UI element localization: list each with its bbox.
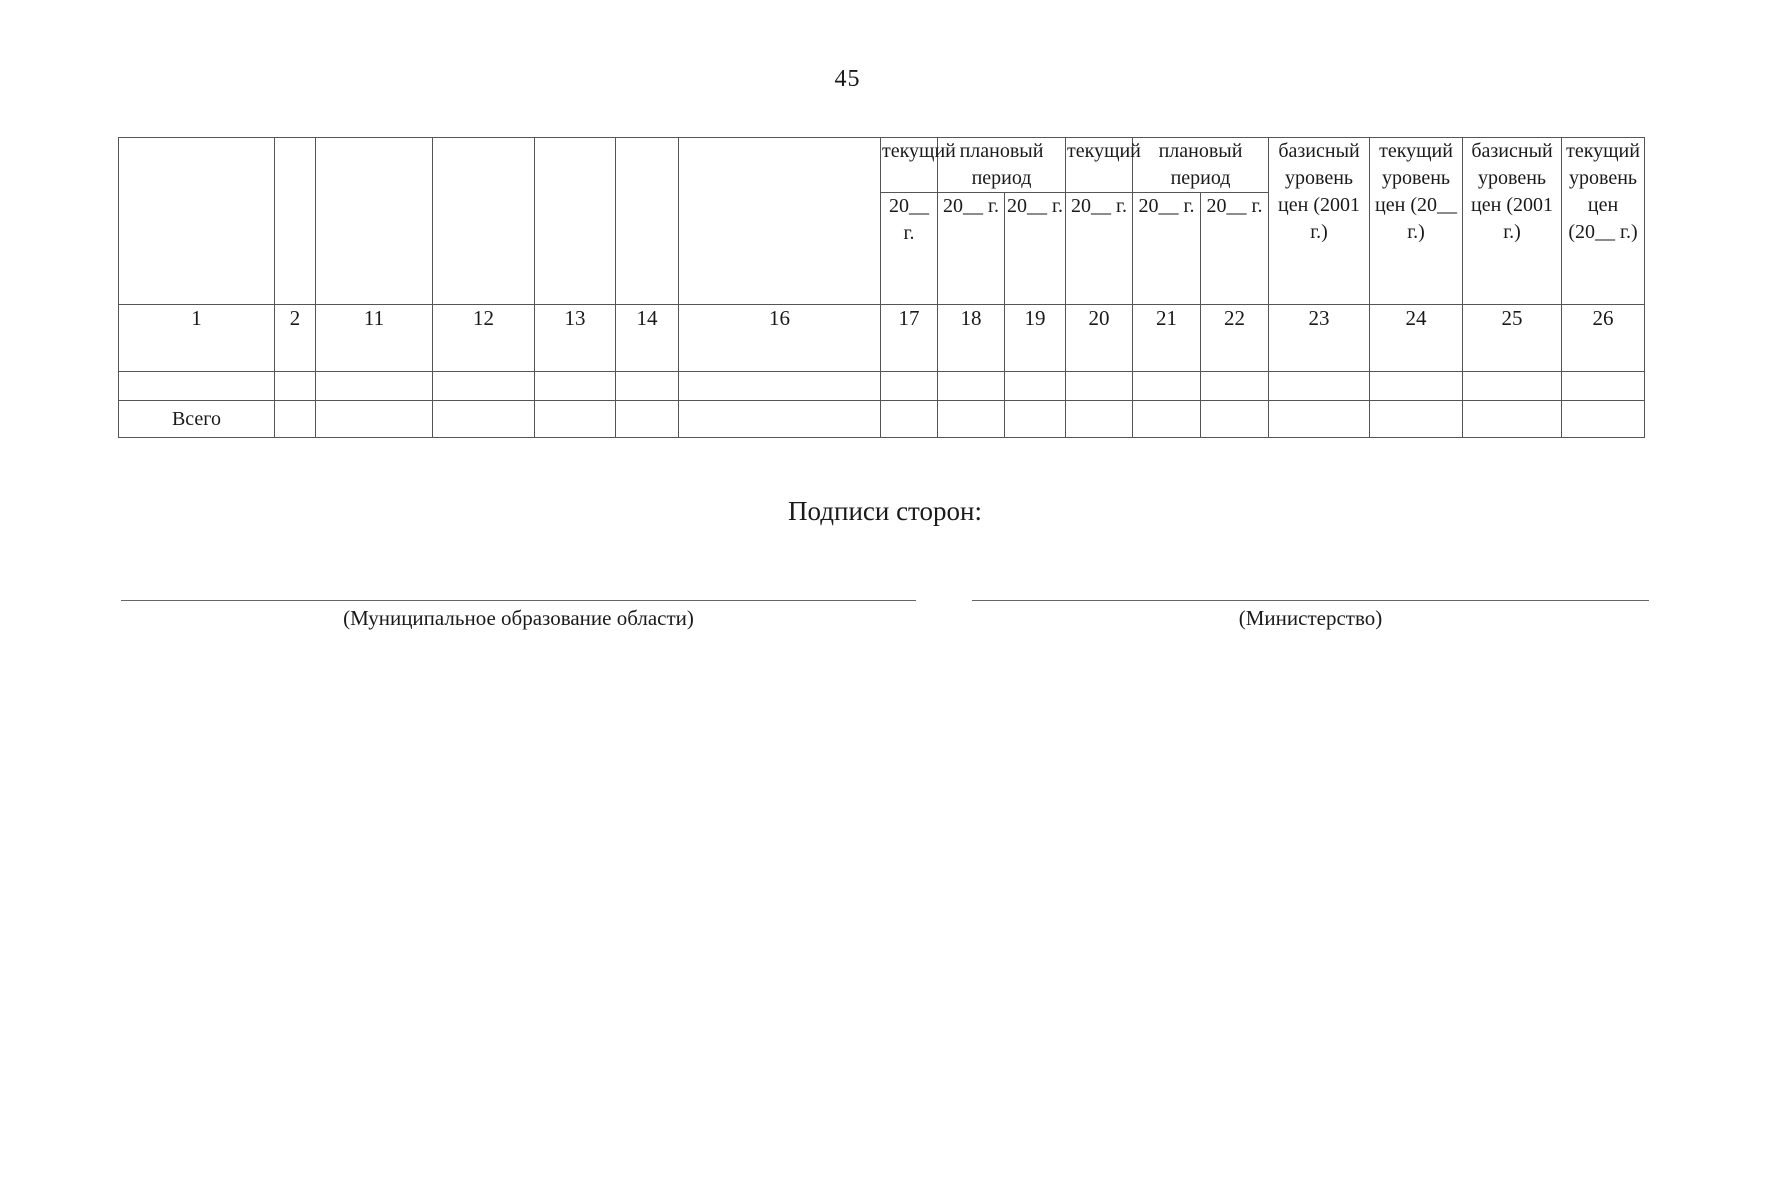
right-signature-line[interactable]	[972, 600, 1649, 601]
table-row	[119, 372, 1645, 401]
table-cell[interactable]	[433, 401, 535, 438]
column-number: 2	[275, 305, 316, 372]
table-cell[interactable]	[1370, 372, 1463, 401]
table-cell[interactable]	[535, 372, 616, 401]
table-cell[interactable]	[275, 372, 316, 401]
table-cell[interactable]	[616, 372, 679, 401]
header-cell-1	[119, 138, 275, 305]
header-col24: текущий уровень цен (20__ г.)	[1370, 138, 1463, 305]
header-col25: базисный уровень цен (2001 г.)	[1463, 138, 1562, 305]
table-cell[interactable]	[1066, 372, 1133, 401]
header-cell-12	[433, 138, 535, 305]
table-cell[interactable]	[1133, 372, 1201, 401]
column-number: 11	[316, 305, 433, 372]
table-cell[interactable]	[1005, 401, 1066, 438]
column-number: 26	[1562, 305, 1645, 372]
table-cell[interactable]	[1005, 372, 1066, 401]
table-cell[interactable]	[938, 401, 1005, 438]
header-cell-16	[679, 138, 881, 305]
column-number: 14	[616, 305, 679, 372]
header-cell-11	[316, 138, 433, 305]
table-cell[interactable]	[535, 401, 616, 438]
year-cell-21: 20__ г.	[1133, 193, 1201, 305]
right-signature-caption: (Министерство)	[1238, 606, 1383, 630]
table-cell[interactable]	[119, 372, 275, 401]
column-number: 13	[535, 305, 616, 372]
left-signature-caption: (Муниципальное образование области)	[343, 606, 694, 630]
header-col20-current: текущий	[1066, 138, 1133, 193]
year-cell-22: 20__ г.	[1201, 193, 1269, 305]
year-cell-19: 20__ г.	[1005, 193, 1066, 305]
table-cell[interactable]	[1201, 372, 1269, 401]
header-cell-2	[275, 138, 316, 305]
form-table	[118, 137, 1645, 438]
column-number: 20	[1066, 305, 1133, 372]
table-cell[interactable]	[616, 401, 679, 438]
column-number: 21	[1133, 305, 1201, 372]
column-number: 24	[1370, 305, 1463, 372]
table-cell[interactable]	[1370, 401, 1463, 438]
table-cell[interactable]	[316, 401, 433, 438]
header-row-top	[119, 138, 1645, 193]
year-cell-20: 20__ г.	[1066, 193, 1133, 305]
table-cell[interactable]	[679, 401, 881, 438]
column-number: 25	[1463, 305, 1562, 372]
header-cell-14	[616, 138, 679, 305]
signatures-title: Подписи сторон:	[788, 496, 982, 526]
column-number: 16	[679, 305, 881, 372]
header-cell-13	[535, 138, 616, 305]
column-number: 19	[1005, 305, 1066, 372]
year-cell-18: 20__ г.	[938, 193, 1005, 305]
column-number: 22	[1201, 305, 1269, 372]
header-planned-period-1: плановый период	[938, 138, 1066, 193]
table-cell[interactable]	[679, 372, 881, 401]
table-cell[interactable]	[881, 401, 938, 438]
header-col17-current: текущий	[881, 138, 938, 193]
table-cell[interactable]	[1201, 401, 1269, 438]
column-number: 12	[433, 305, 535, 372]
table-cell[interactable]	[1562, 372, 1645, 401]
table-cell[interactable]	[1562, 401, 1645, 438]
table-cell[interactable]	[1269, 372, 1370, 401]
total-row	[119, 401, 1645, 438]
column-number: 1	[119, 305, 275, 372]
table-cell[interactable]	[881, 372, 938, 401]
column-number: 17	[881, 305, 938, 372]
table-cell[interactable]	[1269, 401, 1370, 438]
total-label: Всего	[119, 401, 275, 438]
table-cell[interactable]	[316, 372, 433, 401]
table-cell[interactable]	[1133, 401, 1201, 438]
year-cell-17: 20__ г.	[881, 193, 938, 305]
header-planned-period-2: плановый период	[1133, 138, 1269, 193]
column-number-row	[119, 305, 1645, 372]
column-number: 18	[938, 305, 1005, 372]
table-cell[interactable]	[1463, 372, 1562, 401]
table-cell[interactable]	[1066, 401, 1133, 438]
table-cell[interactable]	[433, 372, 535, 401]
table-cell[interactable]	[938, 372, 1005, 401]
header-col26: текущий уровень цен (20__ г.)	[1562, 138, 1645, 305]
left-signature-line[interactable]	[121, 600, 916, 601]
table-cell[interactable]	[275, 401, 316, 438]
column-number: 23	[1269, 305, 1370, 372]
header-col23: базисный уровень цен (2001 г.)	[1269, 138, 1370, 305]
table-cell[interactable]	[1463, 401, 1562, 438]
page-number: 45	[834, 66, 861, 92]
